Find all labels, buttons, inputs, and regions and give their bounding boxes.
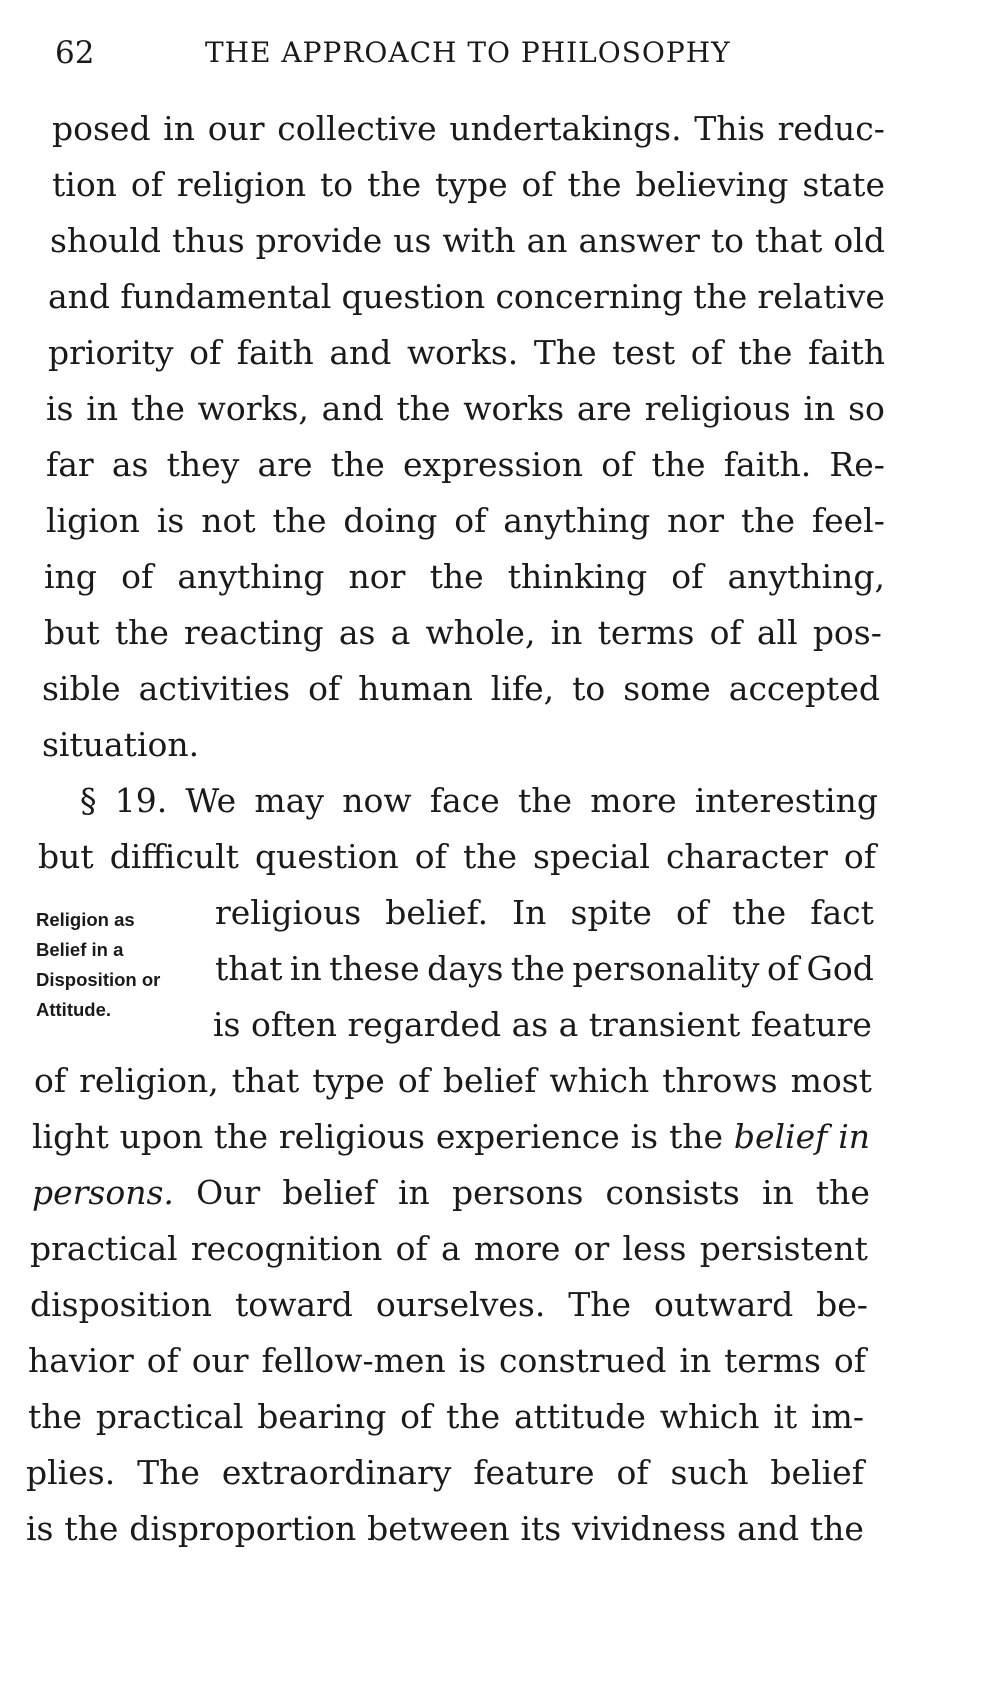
text-line [28,1393,864,1441]
word: upon [119,1117,204,1156]
margin-note [36,905,206,1025]
word: religious [644,389,791,428]
word: disposition [30,1285,213,1324]
word: is [26,1509,54,1548]
word: as [511,1005,549,1044]
word: difficult [109,837,239,876]
word: havior [28,1341,134,1380]
word: feature [750,1005,872,1044]
word: and [48,277,111,316]
text-line [32,1113,870,1161]
word: the [114,613,169,652]
word: faith [236,333,314,372]
word: nor [348,557,406,596]
running-head: THE APPROACH TO PHILOSOPHY [205,36,731,69]
word: the [510,949,565,988]
word: im- [811,1397,864,1436]
word: the [809,1509,864,1548]
word: This [694,109,765,148]
word: anything [503,501,651,540]
word: religion, [79,1061,219,1100]
word: the [517,781,572,820]
word: The [137,1453,200,1492]
word: of [690,333,723,372]
text-line [34,1057,872,1105]
word: in [163,109,196,148]
text-line [26,1449,864,1497]
word: the [28,1397,83,1436]
word: collective [277,109,437,148]
word: activities [138,669,291,708]
word: are [257,445,313,484]
word: its [520,1509,562,1548]
word: these [329,949,420,988]
word: are [576,389,632,428]
word: is [213,1005,241,1044]
word: it [773,1397,798,1436]
word: fact [810,893,874,932]
word: nor [667,501,725,540]
text-line [30,1225,868,1273]
word: persons. [32,1173,174,1212]
text-line [30,1281,868,1329]
word: reacting [184,613,324,652]
word: works. [406,333,519,372]
word: recognition [190,1229,383,1268]
word: works, [197,389,309,428]
word: to [572,669,606,708]
word: the [668,1117,723,1156]
word: priority [48,333,174,372]
word: personality [572,949,760,988]
word: the [462,837,517,876]
word: religious [278,1117,425,1156]
word: of [833,1341,866,1380]
text-line [215,945,874,993]
word: in [679,1341,712,1380]
word: practical [30,1229,178,1268]
word: may [254,781,325,820]
word: of [616,1453,649,1492]
word: fellow-men [261,1341,446,1380]
word: situation. [42,725,200,764]
word: days [427,949,504,988]
word: expression [402,445,584,484]
word: works [463,389,565,428]
word: state [802,165,885,204]
word: in [398,1173,430,1212]
word: extraordinary [221,1453,452,1492]
word: transient [588,1005,741,1044]
text-line [80,777,878,825]
word: type [312,1061,385,1100]
word: the [740,501,795,540]
word: of [146,1341,179,1380]
word: often [250,1005,338,1044]
word: of [709,613,742,652]
word: is [46,389,74,428]
text-line [26,1505,864,1553]
word: In [512,893,547,932]
word: disproportion [129,1509,357,1548]
word: so [848,389,885,428]
word: 19. [114,781,168,820]
word: bearing [257,1397,387,1436]
word: more [473,1229,561,1268]
word: between [367,1509,510,1548]
word: of [130,165,163,204]
word: which [549,1061,650,1100]
word: doing [343,501,438,540]
text-line [44,553,885,601]
word: far [46,445,94,484]
word: us [393,221,432,260]
word: light [32,1117,109,1156]
text-line [52,161,885,209]
word: anything, [727,557,885,596]
margin-note-line: Attitude. [36,999,112,1020]
word: plies. [26,1453,116,1492]
word: the [651,445,706,484]
word: anything [177,557,325,596]
word: undertakings. [449,109,682,148]
word: in [761,1173,794,1212]
text-line [213,1001,872,1049]
word: relative [757,277,885,316]
word: religion [176,165,307,204]
word: persons [451,1173,584,1212]
word: of [395,1229,428,1268]
word: § [80,781,97,820]
word: but [44,613,100,652]
word: be- [816,1285,868,1324]
word: construed [499,1341,667,1380]
word: attitude [513,1397,646,1436]
word: in [550,613,583,652]
word: in [86,389,119,428]
word: Re- [829,445,885,484]
word: the [272,501,327,540]
word: that [754,221,823,260]
word: of [414,837,447,876]
word: is [630,1117,659,1156]
margin-note-line: Disposition or [36,969,161,990]
word: posed [52,109,151,148]
word: that [215,949,283,988]
word: the [738,333,793,372]
word: a [558,1005,579,1044]
word: is [458,1341,487,1380]
word: question [341,277,486,316]
word: the [367,165,422,204]
word: regarded [347,1005,502,1044]
word: of [189,333,222,372]
margin-note-line: Belief in a [36,939,124,960]
word: of [521,165,554,204]
word: thinking [507,557,648,596]
word: and [321,389,384,428]
text-line [50,217,885,265]
word: experience [435,1117,620,1156]
word: of [767,949,800,988]
word: type [435,165,508,204]
word: tion [52,165,117,204]
word: face [429,781,500,820]
word: sible [42,669,121,708]
word: feature [473,1453,595,1492]
word: they [166,445,240,484]
word: a [390,613,411,652]
word: believing [635,165,789,204]
word: question [254,837,399,876]
word: pos- [812,613,882,652]
word: We [185,781,237,820]
word: in [803,389,836,428]
word: practical [95,1397,244,1436]
word: an [526,221,568,260]
word: belief [282,1173,376,1212]
word: should [50,221,161,260]
word: of [601,445,634,484]
word: terms [724,1341,821,1380]
word: to [710,221,745,260]
word: as [338,613,376,652]
text-line [28,1337,866,1385]
word: the [693,277,748,316]
word: of [676,893,709,932]
word: old [833,221,885,260]
page-header [55,28,885,78]
word: The [568,1285,632,1324]
word: the [732,893,787,932]
word: which [659,1397,760,1436]
word: special [533,837,650,876]
word: of [397,1061,430,1100]
word: with [442,221,516,260]
word: ing [44,557,97,596]
text-line [215,889,874,937]
text-line [46,441,885,489]
word: The [533,333,597,372]
word: our [191,1341,249,1380]
text-line [46,497,885,545]
word: the [567,165,622,204]
word: faith. [723,445,812,484]
word: the [429,557,484,596]
word: feel- [811,501,885,540]
word: not [201,501,256,540]
word: Our [196,1173,261,1212]
word: provide [255,221,383,260]
word: some [623,669,711,708]
word: the [213,1117,268,1156]
word: most [790,1061,872,1100]
word: accepted [728,669,880,708]
word: toward [234,1285,353,1324]
word: persistent [699,1229,868,1268]
word: God [806,949,874,988]
word: less [622,1229,687,1268]
word: belief [442,1061,537,1100]
word: human [358,669,473,708]
word: answer [578,221,700,260]
word: outward [654,1285,794,1324]
word: interesting [694,781,878,820]
word: to [320,165,354,204]
word: all [756,613,798,652]
word: belief [733,1117,828,1156]
word: of [671,557,704,596]
text-line [48,329,885,377]
word: thus [171,221,245,260]
word: the [396,389,451,428]
text-line [42,665,880,713]
word: the [130,389,185,428]
word: more [590,781,677,820]
word: but [38,837,94,876]
word: the [64,1509,119,1548]
word: character [665,837,828,876]
word: of [121,557,154,596]
word: religious [215,893,362,932]
text-line [52,105,885,153]
word: a [440,1229,461,1268]
word: such [670,1453,749,1492]
word: reduc- [777,109,885,148]
word: of [400,1397,433,1436]
word: the [815,1173,870,1212]
word: test [612,333,676,372]
word: is [156,501,185,540]
word: of [843,837,876,876]
word: whole, [425,613,536,652]
word: life, [490,669,555,708]
text-line [42,721,199,769]
word: belief. [385,893,489,932]
text-line [32,1169,870,1217]
word: and [737,1509,800,1548]
word: of [34,1061,67,1100]
word: faith [808,333,885,372]
text-line [38,833,876,881]
margin-note-line: Religion as [36,909,135,930]
word: vividness [572,1509,727,1548]
word: our [207,109,265,148]
word: fundamental [120,277,332,316]
word: now [342,781,412,820]
word: or [573,1229,610,1268]
word: spite [570,893,652,932]
word: the [330,445,385,484]
word: consists [605,1173,740,1212]
word: of [308,669,341,708]
page-number: 62 [55,35,95,71]
text-line [48,273,885,321]
word: that [231,1061,300,1100]
word: ourselves. [375,1285,546,1324]
word: and [329,333,392,372]
text-line [46,385,885,433]
text-line [44,609,882,657]
word: the [446,1397,501,1436]
word: in [838,1117,870,1156]
word: throws [662,1061,778,1100]
word: belief [770,1453,864,1492]
word: as [111,445,149,484]
word: terms [597,613,695,652]
word: concerning [495,277,684,316]
word: in [289,949,322,988]
word: of [454,501,487,540]
word: ligion [46,501,140,540]
